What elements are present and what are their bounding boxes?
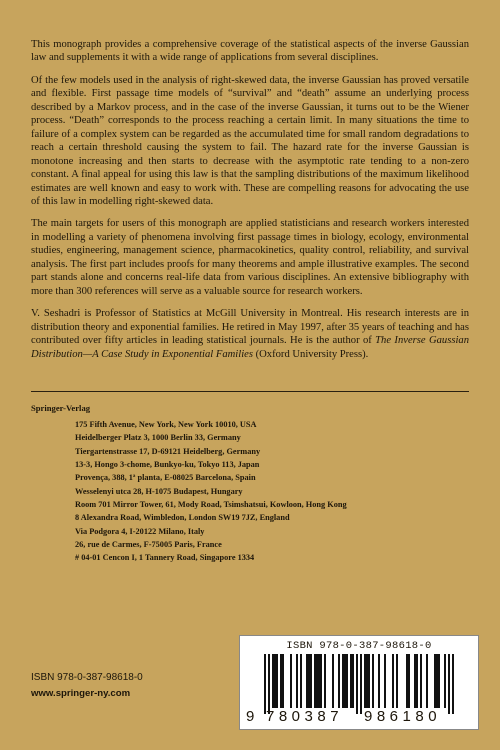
barcode-bar xyxy=(366,654,368,708)
barcode-bar xyxy=(276,654,278,708)
barcode-bar xyxy=(378,654,380,708)
barcode-bar xyxy=(314,654,316,708)
publisher-name: Springer-Verlag xyxy=(31,403,91,413)
barcode-bar xyxy=(414,654,416,708)
barcode-bar xyxy=(350,654,352,708)
barcode-bar xyxy=(416,654,418,708)
barcode-first-digit: 9 xyxy=(246,708,255,725)
barcode-bar xyxy=(338,654,340,708)
address-line: 13-3, Hongo 3-chome, Bunkyo-ku, Tokyo 113, Japan xyxy=(75,460,260,470)
barcode-bar xyxy=(332,654,334,708)
barcode-bar xyxy=(306,654,308,708)
barcode-guard-bar xyxy=(452,654,454,714)
barcode-bar xyxy=(290,654,292,708)
barcode-isbn-text: ISBN 978-0-387-98618-0 xyxy=(286,640,432,652)
barcode-bar xyxy=(272,654,274,708)
address-line: Room 701 Mirror Tower, 61, Mody Road, Tsimshatsui, Kowloon, Hong Kong xyxy=(75,500,347,510)
barcode-bar xyxy=(318,654,320,708)
author-bio-publisher: (Oxford University Press). xyxy=(252,348,369,360)
barcode-bar xyxy=(368,654,370,708)
barcode-left-digits: 780387 xyxy=(266,708,344,725)
barcode-bar xyxy=(274,654,276,708)
barcode-bar xyxy=(372,654,374,708)
barcode-bar xyxy=(352,654,354,708)
barcode-guard-bar xyxy=(264,654,266,714)
address-line: Via Podgora 4, I-20122 Milano, Italy xyxy=(75,526,205,536)
barcode-right-digits: 986180 xyxy=(364,708,442,725)
address-line: 175 Fifth Avenue, New York, New York 10010, USA xyxy=(75,420,257,429)
blurb-paragraph-2: Of the few models used in the analysis of right-skewed data, the inverse Gaussian has proved versatile and flexible. First passage time models of “survival” and “death” assume an underlying process described by a Markov process, and in the case of the inverse Gaussian, it turns out to be the Wiener process. “Death” corresponds to the process reaching a certain limit. In many situations the time to failure of a complex system can be regarded as the accumulated time for small random degradations to reach a certain threshold causing the system to fail. The hazard rate for the inverse Gaussian is monotone increasing and then starts to decrease with the asymptotic rate tending to a non-zero constant. A final appeal for using this law is that the sampling distributions of the maximum likelihood estimates are well known and easy to work with. These are compelling reasons for advocating the use of this law in modelling right-skewed data. xyxy=(31,74,469,207)
barcode-bar xyxy=(364,654,366,708)
barcode-bar xyxy=(434,654,436,708)
author-bio xyxy=(31,307,469,361)
address-line: Wesselenyi utca 28, H-1075 Budapest, Hungary xyxy=(75,486,243,496)
isbn-label: ISBN 978-0-387-98618-0 xyxy=(31,672,143,683)
author-bio-text: V. Seshadri is Professor of Statistics at McGill University in Montreal. His research interests are in distribution theory and exponential families. He retired in May 1997, after 35 years of teaching and has contributed over fifty articles in leading statistical journals. He is the author of xyxy=(31,308,469,347)
barcode-guard-bar xyxy=(360,654,362,714)
barcode-bar xyxy=(282,654,284,708)
barcode-bar xyxy=(300,654,302,708)
barcode-bar xyxy=(408,654,410,708)
barcode-guard-bar xyxy=(448,654,450,714)
barcode-bar xyxy=(436,654,438,708)
barcode-bar xyxy=(342,654,344,708)
barcode-bar xyxy=(316,654,318,708)
address-line: Tiergartenstrasse 17, D-69121 Heidelberg, Germany xyxy=(75,446,261,456)
barcode-bar xyxy=(420,654,422,708)
barcode-bar xyxy=(396,654,398,708)
blurb-paragraph-1: This monograph provides a comprehensive coverage of the statistical aspects of the inverse Gaussian law and supplements it with a wide range of applications from several disciplines. xyxy=(31,39,469,64)
barcode-bar xyxy=(344,654,346,708)
address-line: 26, rue de Carmes, F-75005 Paris, France xyxy=(75,540,222,550)
barcode-bar xyxy=(444,654,446,708)
barcode-bar xyxy=(324,654,326,708)
address-line: Heidelberger Platz 3, 1000 Berlin 33, Germany xyxy=(75,433,241,443)
barcode-guard-bar xyxy=(356,654,358,714)
cover-blurb xyxy=(31,38,469,370)
barcode-bar xyxy=(346,654,348,708)
publisher-website: www.springer-ny.com xyxy=(31,688,131,699)
divider-line xyxy=(31,391,469,392)
book-title-reference: The Inverse Gaussian Distribution—A Case Study in Exponential Families xyxy=(31,335,469,360)
address-line: 8 Alexandra Road, Wimbledon, London SW19 7JZ, England xyxy=(75,513,290,523)
barcode-bar xyxy=(384,654,386,708)
barcode-bar xyxy=(320,654,322,708)
barcode-bar xyxy=(308,654,310,708)
barcode-bar xyxy=(406,654,408,708)
barcode-guard-bar xyxy=(268,654,270,714)
address-line: # 04-01 Cencon I, 1 Tannery Road, Singapore 1334 xyxy=(75,553,255,563)
barcode-label xyxy=(239,635,479,730)
publisher-address-list xyxy=(75,418,475,565)
address-line: Provença, 388, 1ª planta, E-08025 Barcelona, Spain xyxy=(75,473,256,483)
barcode-bar xyxy=(438,654,440,708)
blurb-paragraph-3: The main targets for users of this monograph are applied statisticians and research workers interested in modelling a variety of phenomena involving first passage times in biology, ecology, environmental studies, engineering, management science, pharmacokinetics, quality control, reliability, and survival analysis. The first part includes proofs for many theorems and ample illustrative examples. The second part stands alone and concerns real-life data from various disciplines. An extensive bibliography with more than 300 references will serve as a valuable source for research workers. xyxy=(31,218,469,297)
barcode-bar xyxy=(296,654,298,708)
barcode-bar xyxy=(392,654,394,708)
barcode-bar xyxy=(310,654,312,708)
barcode-bar xyxy=(280,654,282,708)
barcode-bar xyxy=(426,654,428,708)
